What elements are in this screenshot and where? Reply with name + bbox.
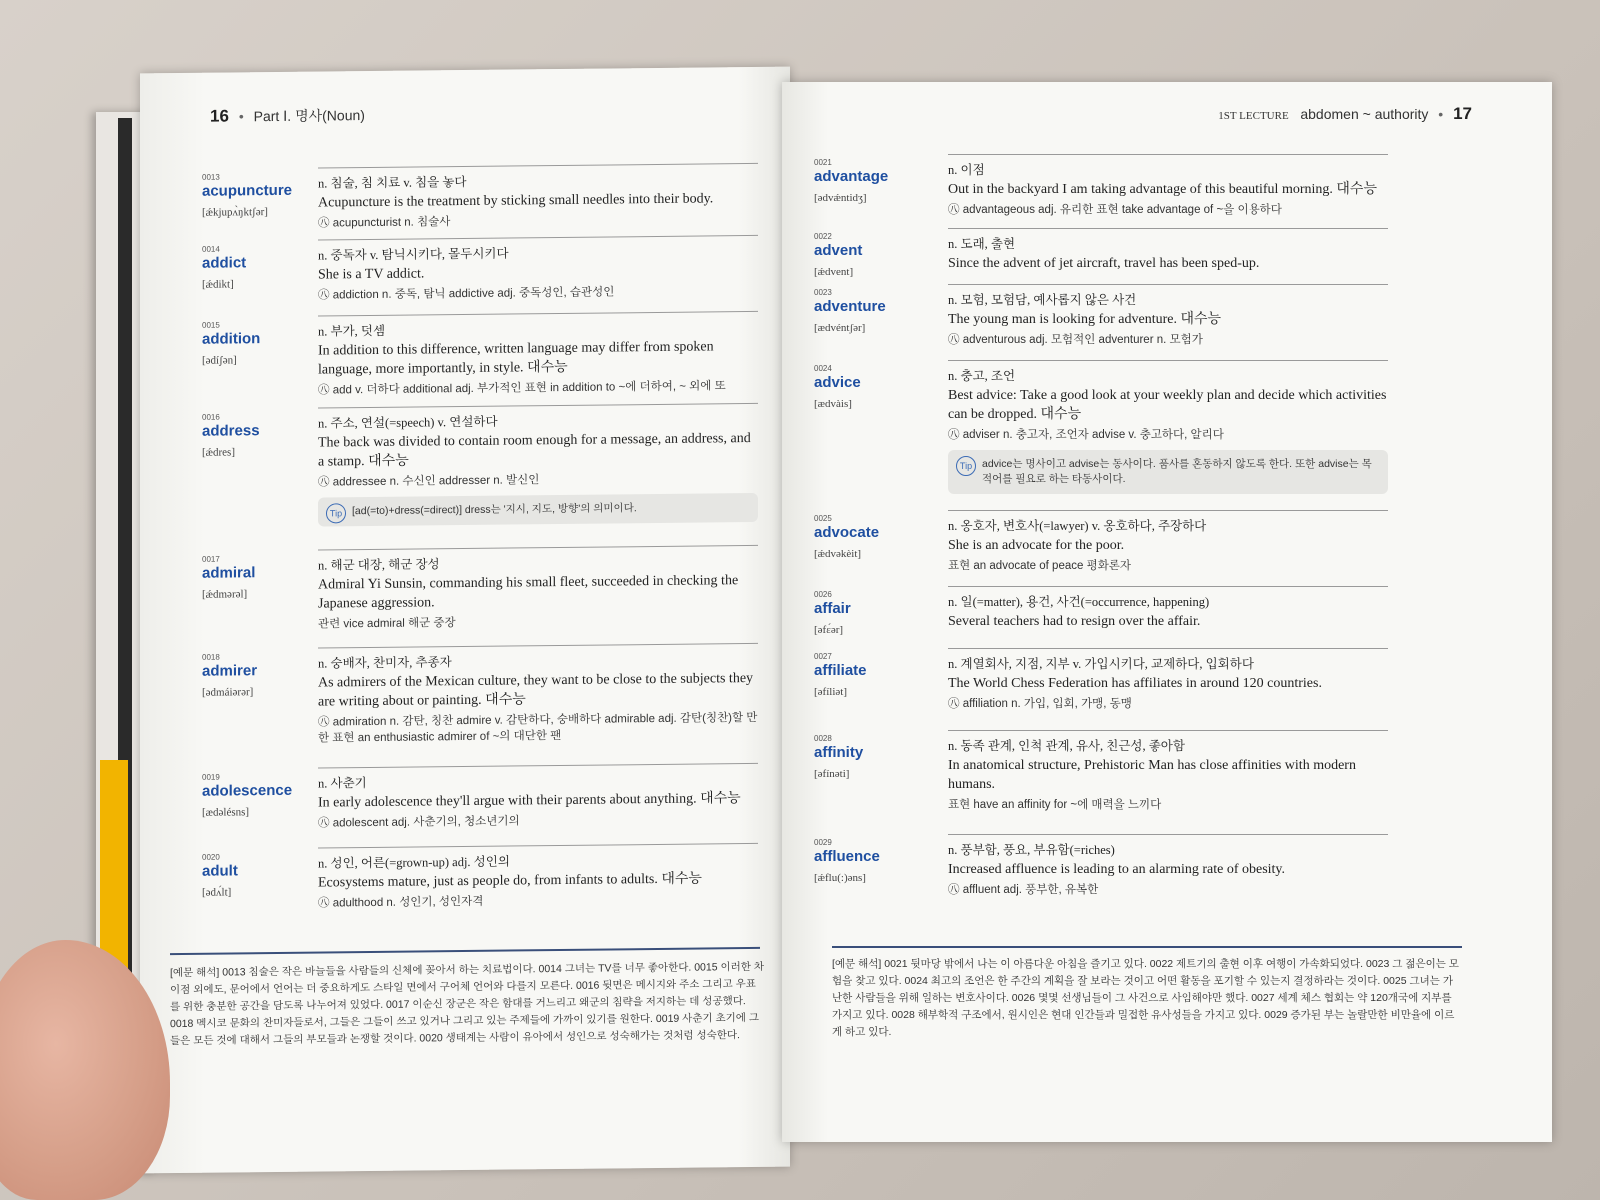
derivatives: ㊇ adulthood n. 성인기, 성인자격 [318,895,484,910]
pronunciation: [ædvéntʃər] [814,322,866,334]
entry-number: 0019 [202,772,220,782]
definition: n. 옹호자, 변호사(=lawyer) v. 옹호하다, 주장하다 [948,519,1207,533]
definition: n. 침술, 침 치료 v. 침을 놓다 [318,174,467,191]
entry-number: 0022 [814,232,832,241]
entry-rule [948,510,1388,511]
tip-icon: Tip [956,456,976,476]
definition: n. 모험, 모험담, 예사롭지 않은 사건 [948,293,1137,307]
entry-rule [948,730,1388,731]
dictionary-entry [140,167,790,230]
example-sentence: Ecosystems mature, just as people do, from infants to adults. 대수능 [318,871,702,891]
definition: n. 해군 대장, 해군 장성 [318,557,440,573]
entry-rule [948,284,1388,285]
entry-number: 0028 [814,734,832,743]
example-sentence: In anatomical structure, Prehistoric Man has close affinities with modern humans. [948,758,1356,792]
pronunciation: [əfɛ́ər] [814,624,844,636]
example-sentence: Acupuncture is the treatment by sticking small needles into their body. [318,191,714,211]
example-sentence: The back was divided to contain room enough for a message, an address, and a stamp. 대수능 [318,431,751,470]
example-sentence: Best advice: Take a good look at your weekly plan and decide which activities can be dropped. 대수능 [948,388,1387,422]
entry-rule [318,235,758,241]
example-sentence: She is an advocate for the poor. [948,538,1125,553]
example-sentence: The young man is looking for adventure. 대수능 [948,312,1222,327]
entry-rule [318,163,758,169]
pronunciation: [əfíliət] [814,686,847,698]
tip-box [318,493,758,527]
left-page-header [210,105,365,127]
entry-rule [948,228,1388,229]
entry-number: 0024 [814,364,832,373]
definition: n. 부가, 덧셈 [318,323,386,339]
entry-rule [948,834,1388,835]
definition: n. 풍부함, 풍요, 부유함(=riches) [948,843,1115,857]
example-sentence: In early adolescence they'll argue with their parents about anything. 대수능 [318,791,741,811]
entry-number: 0029 [814,838,832,847]
derivatives: 관련 vice admiral 해군 중장 [318,617,456,631]
page-number: 16 [210,106,229,126]
tip-text: [ad(=to)+dress(=direct)] dress는 '지시, 지도, 방향'의 의미이다. [352,502,637,518]
derivatives: ㊇ affiliation n. 가입, 입회, 가맹, 동맹 [948,698,1132,710]
dictionary-entry [140,549,790,631]
derivatives: ㊇ addressee n. 수신인 addresser n. 발신인 [318,474,540,489]
entry-rule [318,763,758,769]
headword: advent [814,242,863,259]
pronunciation: [əfínəti] [814,768,850,780]
headword: admiral [202,564,256,582]
entry-number: 0023 [814,288,832,297]
example-sentence: In addition to this difference, written language may differ from spoken language, more importantly, in style. 대수능 [318,339,714,378]
derivatives: ㊇ adviser n. 충고자, 조언자 advise v. 충고하다, 알리다 [948,429,1224,441]
translation-block: [예문 해석] 0021 뒷마당 밖에서 나는 이 아름다운 아침을 즐기고 있다. 0022 제트기의 출현 이후 여행이 가속화되었다. 0023 그 젊은이는 모험을 찾고 있다. 0024 최고의 조언은 한 주간의 계획을 잘 보라는 것이고 어떤 활동을 포기할 수 있는지 결정하라는 것이다. 0025 그녀는 가난한 사람들을 위해 일하는 변호사이다. 0026 몇몇 선생님들이 그 사건으로 사임해야만 했다. 0027 세계 체스 협회는 약 120개국에 지부를 가지고 있다. 0028 해부학적 구조에서, 원시인은 현대 인간들과 밀접한 유사성들을 가지고 있다. 0029 증가된 부는 놀랄만한 비만율에 이르게 하고 있다. [832,958,1459,1038]
pronunciation: [ədmáiərər] [202,686,254,699]
translation-block: [예문 해석] 0013 침술은 작은 바늘들을 사람들의 신체에 꽂아서 하는 치료법이다. 0014 그녀는 TV를 너무 좋아한다. 0015 이러한 차이점 외에도, 문어에서 언어는 더 중요하게도 스타일 면에서 구어체 언어와 다를지 모른다. 0016 뒷면은 메시지와 주소 그리고 우표를 위한 충분한 공간을 담도록 나누어져 있었다. 0017 이순신 장군은 작은 함대를 거느리고 왜군의 침략을 저지하는 데 성공했다. 0018 멕시코 문화의 찬미자들로서, 그들은 그들이 쓰고 있거나 그리고 있는 주제들에 가까이 있기를 원한다. 0019 사춘기 초기에 그들은 모든 것에 대해서 그들의 부모들과 논쟁할 것이다. 0020 생태계는 사람이 유아에서 성인으로 성숙해가는 것처럼 성숙한다. [170,960,764,1048]
definition: n. 사춘기 [318,776,367,791]
definition: n. 도래, 출현 [948,237,1016,251]
derivatives: ㊇ advantageous adj. 유리한 표현 take advantage of ~을 이용하다 [948,204,1282,216]
definition: n. 중독자 v. 탐닉시키다, 몰두시키다 [318,246,509,263]
example-sentence: The World Chess Federation has affiliates in around 120 countries. [948,676,1322,691]
header-dot: • [1438,106,1444,122]
headword: affluence [814,848,880,865]
right-page-header [1218,104,1472,124]
pronunciation: [ǽdikt] [202,278,234,291]
entry-number: 0025 [814,514,832,523]
entry-rule [948,586,1388,587]
dictionary-entry [140,767,790,830]
pronunciation: [ədíʃən] [202,354,237,367]
headword: address [202,422,260,440]
derivatives: ㊇ add v. 더하다 additional adj. 부가적인 표현 in addition to ~에 더하여, ~ 외에 또 [318,380,726,397]
headword: advocate [814,524,880,541]
headword: advice [814,374,861,391]
headword: advantage [814,168,889,185]
entry-rule [948,648,1388,649]
entry-rule [318,843,758,849]
derivatives: 표현 have an affinity for ~에 매력을 느끼다 [948,799,1162,811]
example-sentence: Several teachers had to resign over the affair. [948,614,1201,629]
example-sentence: Admiral Yi Sunsin, commanding his small fleet, succeeded in checking the Japanese aggression. [318,573,739,612]
entry-number: 0013 [202,172,220,182]
translation-rule [170,947,760,955]
derivatives: ㊇ adolescent adj. 사춘기의, 청소년기의 [318,815,520,830]
definition: n. 충고, 조언 [948,369,1016,383]
entry-number: 0027 [814,652,832,661]
translation-rule [832,946,1462,948]
headword: affair [814,600,851,617]
definition: n. 주소, 연설(=speech) v. 연설하다 [318,414,498,431]
dictionary-entry [140,647,790,745]
entry-number: 0017 [202,554,220,564]
pronunciation: [ǽdvent] [814,266,854,278]
derivatives: ㊇ affluent adj. 풍부한, 유복한 [948,884,1099,896]
headword: admirer [202,662,258,680]
example-sentence: Increased affluence is leading to an alarming rate of obesity. [948,862,1286,877]
definition: n. 동족 관계, 인척 관계, 유사, 친근성, 좋아함 [948,739,1185,753]
derivatives: ㊇ acupuncturist n. 침술사 [318,216,451,230]
entry-rule [318,545,758,551]
header-dot: • [238,108,244,125]
pronunciation: [ədʌ́lt] [202,886,232,899]
pronunciation: [ǽkjupʌ̀ŋktʃər] [202,206,268,219]
example-sentence: She is a TV addict. [318,266,425,283]
entry-rule [948,154,1388,155]
dictionary-entry [140,847,790,910]
headword: affinity [814,744,864,761]
definition: n. 성인, 어른(=grown-up) adj. 성인의 [318,854,510,871]
dictionary-entry [140,407,790,519]
derivatives: 표현 an advocate of peace 평화론자 [948,560,1132,572]
dictionary-entry [140,239,790,302]
example-sentence: As admirers of the Mexican culture, they want to be close to the subjects they are writing about or painting. 대수능 [318,670,754,710]
headword: acupuncture [202,181,293,200]
headword: adventure [814,298,886,315]
tip-icon: Tip [326,503,346,523]
pronunciation: [ǽflu(:)əns] [814,872,866,884]
range-label: abdomen ~ authority [1300,106,1429,122]
headword: addict [202,254,247,272]
pronunciation: [ӕdəlésns] [202,806,250,819]
entry-rule [318,311,758,317]
entry-number: 0020 [202,852,220,862]
pronunciation: [ǽdmərəl] [202,588,248,601]
headword: adult [202,862,238,880]
definition: n. 계열회사, 지점, 지부 v. 가입시키다, 교제하다, 입회하다 [948,657,1254,671]
page-number: 17 [1453,104,1472,123]
lecture-label: 1ST LECTURE [1218,110,1289,122]
entry-number: 0018 [202,652,220,662]
entry-rule [318,643,758,649]
entry-number: 0016 [202,412,220,422]
derivatives: ㊇ admiration n. 감탄, 칭찬 admire v. 감탄하다, 숭배하다 admirable adj. 감탄(칭찬)할 만한 표현 an enthusiastic admirer of ~의 대단한 팬 [318,711,758,745]
headword: affiliate [814,662,867,679]
pronunciation: [ǽdvəkèit] [814,548,862,560]
entry-number: 0021 [814,158,832,167]
pronunciation: [ədvǽntidʒ] [814,192,867,204]
headword: adolescence [202,781,293,800]
definition: n. 이점 [948,163,985,177]
derivatives: ㊇ adventurous adj. 모험적인 adventurer n. 모험가 [948,334,1203,346]
tip-box [948,450,1388,494]
tip-text: advice는 명사이고 advise는 동사이다. 품사를 혼동하지 않도록 한다. 또한 advise는 목적어를 필요로 하는 타동사이다. [982,458,1372,485]
pronunciation: [ædvàis] [814,398,852,410]
dictionary-entry [140,315,790,397]
part-label: Part Ⅰ. 명사(Noun) [253,107,365,125]
entry-number: 0014 [202,244,220,254]
derivatives: ㊇ addiction n. 중독, 탐닉 addictive adj. 중독성인, 습관성인 [318,286,615,302]
right-page [782,82,1552,1142]
definition: n. 일(=matter), 용건, 사건(=occurrence, happening) [948,595,1210,609]
headword: addition [202,330,261,348]
example-sentence: Out in the backyard I am taking advantage of this beautiful morning. 대수능 [948,182,1377,197]
entry-number: 0026 [814,590,832,599]
entry-rule [318,403,758,409]
definition: n. 숭배자, 찬미자, 추종자 [318,655,452,671]
left-page [140,67,790,1174]
pronunciation: [ǽdres] [202,446,235,459]
example-sentence: Since the advent of jet aircraft, travel has been sped-up. [948,256,1260,271]
entry-number: 0015 [202,320,220,330]
entry-rule [948,360,1388,361]
